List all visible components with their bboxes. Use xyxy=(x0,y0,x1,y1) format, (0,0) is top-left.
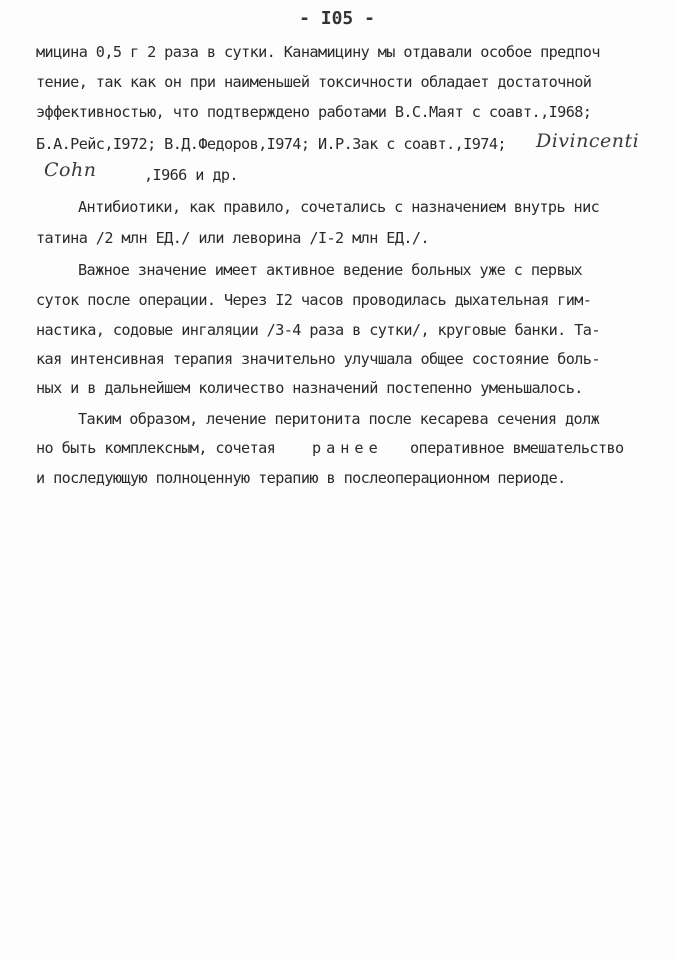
text-line: мицина 0,5 г 2 раза в сутки. Канамицину мы отдавали особое предпоч xyxy=(36,43,600,61)
text-line: кая интенсивная терапия значительно улучшала общее состояние боль- xyxy=(36,350,600,368)
text-line: татина /2 млн ЕД./ или леворина /I-2 млн ЕД./. xyxy=(36,229,430,247)
text-line: оперативное вмешательство xyxy=(410,439,624,457)
text-line: настика, содовые ингаляции /3-4 раза в сутки/, круговые банки. Та- xyxy=(36,321,600,339)
paragraph-first-line: Антибиотики, как правило, сочетались с назначением внутрь нис xyxy=(78,198,600,216)
text-line: ,I966 и др. xyxy=(144,166,238,184)
text-line: Б.А.Рейс,I972; В.Д.Федоров,I974; И.Р.Зак с соавт.,I974; xyxy=(36,135,506,153)
handwritten-author-name: Cohn xyxy=(44,159,97,181)
text-line: и последующую полноценную терапию в послеоперационном периоде. xyxy=(36,469,566,487)
page-number: - I05 - xyxy=(299,8,375,29)
handwritten-author-name: Divincenti xyxy=(536,130,640,152)
text-line: ных и в дальнейшем количество назначений постепенно уменьшалось. xyxy=(36,379,583,397)
text-line: суток после операции. Через I2 часов проводилась дыхательная гим- xyxy=(36,291,592,309)
text-line: но быть комплексным, сочетая xyxy=(36,439,276,457)
text-line: тение, так как он при наименьшей токсичности обладает достаточной xyxy=(36,73,592,91)
spaced-emphasis-word: ранее xyxy=(312,439,383,457)
text-line: эффективностью, что подтверждено работами В.С.Маят с соавт.,I968; xyxy=(36,103,592,121)
paragraph-first-line: Таким образом, лечение перитонита после кесарева сечения долж xyxy=(78,410,600,428)
paragraph-first-line: Важное значение имеет активное ведение больных уже с первых xyxy=(78,261,583,279)
